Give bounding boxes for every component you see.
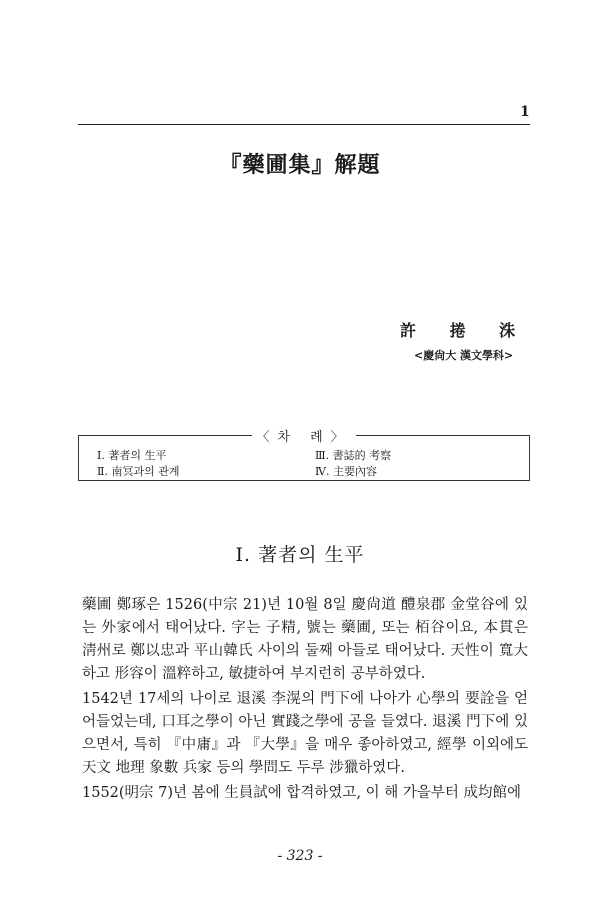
body-paragraph: 藥圃 鄭琢은 1526(中宗 21)년 10월 8일 慶尙道 醴泉郡 金堂谷에 있는 外家에서 태어났다. 字는 子精, 號는 藥圃, 또는 栢谷이요, 本貫은 淸州로 鄭以忠과 平山韓氏 사이의 둘째 아들로 태어났다. 天性이 寬大하고 形容이 溫粹하고, 敏捷하여 부지런히 공부하였다.	[82, 597, 528, 682]
footer-page-number: - 323 -	[277, 848, 323, 864]
toc-item: Ⅳ. 主要內容	[315, 465, 377, 478]
section-heading: Ⅰ. 著者의 生平	[235, 544, 365, 566]
header-page-number: 1	[520, 104, 530, 120]
toc-item: Ⅰ. 著者의 生平	[97, 449, 167, 462]
body-paragraph: 1542년 17세의 나이로 退溪 李滉의 門下에 나아가 心學의 要詮을 얻어들었는데, 口耳之學이 아닌 實踐之學에 공을 들였다. 退溪 門下에 있으면서, 특히 『中庸』과 『大學』을 매우 좋아하였고, 經學 이외에도 天文 地理 象數 兵家 등의 學問도 두루 涉獵하였다.	[82, 691, 528, 776]
document-title: 『藥圃集』解題	[219, 152, 381, 178]
toc-item: Ⅱ. 南冥과의 관계	[97, 465, 180, 478]
author-affiliation: <慶尙大 漢文學科>	[414, 349, 514, 362]
table-of-contents	[78, 430, 530, 481]
header-rule	[78, 124, 530, 125]
toc-item: Ⅲ. 書誌的 考察	[315, 449, 392, 462]
author-name: 許 捲 洙	[400, 321, 530, 340]
toc-heading: 〈차 례〉	[79, 426, 529, 445]
body-paragraph: 1552(明宗 7)년 봄에 生員試에 합격하였고, 이 해 가을부터 成均館에	[82, 785, 522, 801]
